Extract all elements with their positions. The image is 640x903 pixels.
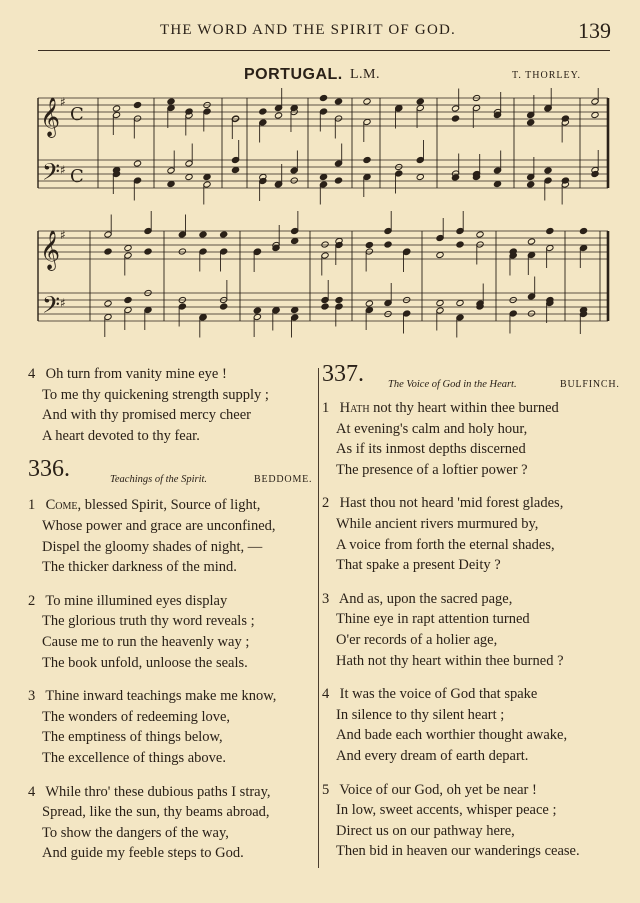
note-head (365, 300, 373, 307)
note-head (291, 306, 299, 313)
bass-clef: 𝄢 (42, 158, 61, 191)
note-head (546, 227, 554, 234)
stanza (28, 782, 318, 864)
note-head (291, 237, 299, 244)
verse-initial: Hath (339, 400, 370, 416)
verse-line: And bade each worthier thought awake, (336, 727, 568, 744)
note-head (416, 98, 424, 105)
note-head (220, 231, 228, 238)
page-number: 139 (578, 18, 611, 43)
stanza (28, 495, 318, 577)
bass-clef: 𝄢 (42, 291, 61, 324)
note-head (527, 181, 535, 188)
verse-line: To mine illumined eyes display (45, 592, 228, 609)
verse-line: Cause me to run the heavenly way ; (42, 633, 250, 650)
verse-line: To me thy quickening strength supply ; (42, 386, 269, 403)
note-head (220, 303, 228, 310)
verse-line: And with thy promised mercy cheer (42, 407, 251, 424)
verse-line: O'er records of a holier age, (336, 631, 498, 648)
verse-line: The presence of a loftier power ? (336, 461, 528, 478)
verse-line: Dispel the gloomy shades of night, — (42, 538, 263, 555)
note-head (203, 173, 211, 180)
stanza-number: 5 (322, 781, 330, 798)
note-head (253, 307, 261, 314)
verse-line: To show the dangers of the way, (42, 824, 229, 841)
note-head (493, 111, 501, 118)
verse-line: Voice of our God, oh yet be near ! (339, 781, 537, 798)
note-head (321, 303, 329, 310)
music-score (0, 88, 640, 358)
note-head (527, 119, 535, 126)
key-signature: ♯ (60, 95, 66, 109)
note-head (363, 98, 371, 105)
verse-line: Direct us on our pathway here, (336, 822, 515, 839)
verse-line: Then bid in heaven our wanderings cease. (336, 843, 580, 860)
verse-line: While ancient rivers murmured by, (336, 515, 539, 532)
stanza (28, 686, 318, 768)
verse-line: Spread, like the sun, thy beams abroad, (42, 804, 270, 821)
hymn-subtitle: Teachings of the Spirit. (110, 474, 208, 486)
note-head (274, 112, 282, 119)
key-signature: ♯ (60, 163, 66, 177)
verse-line: The excellence of things above. (42, 749, 226, 766)
header-rule (38, 50, 610, 51)
treble-clef: 𝄞 (40, 230, 61, 270)
hymn-number: 336. (28, 456, 70, 483)
stanza (322, 398, 618, 480)
note-head (272, 244, 280, 251)
time-signature: C (70, 166, 84, 187)
right-column (322, 361, 620, 875)
verse-line: Whose power and grace are unconfined, (42, 517, 276, 534)
left-column (28, 364, 318, 877)
treble-clef: 𝄞 (40, 97, 61, 137)
verse-line: A heart devoted to thy fear. (42, 427, 200, 444)
stanza-number: 4 (322, 686, 330, 703)
note-head (416, 173, 424, 180)
verse-line: In silence to thy silent heart ; (336, 706, 505, 723)
verse-line: That spake a present Deity ? (336, 557, 501, 574)
running-title: THE WORD AND THE SPIRIT OF GOD. (160, 22, 456, 38)
continued-stanza (28, 364, 318, 446)
note-head (178, 248, 186, 255)
stanza-number: 2 (28, 592, 36, 609)
note-head (436, 251, 444, 258)
verse-line: As if its inmost depths discerned (336, 441, 526, 458)
note-head (144, 248, 152, 255)
note-head (133, 160, 141, 167)
hymn-336-heading (28, 456, 318, 495)
note-head (335, 296, 343, 303)
verse-line: not thy heart within thee burned (369, 400, 559, 416)
stanza (322, 493, 618, 575)
verse-initial: Come, (45, 497, 82, 514)
note-head (104, 300, 112, 307)
verse-line: And guide my feeble steps to God. (42, 845, 244, 862)
note-head (544, 167, 552, 174)
verse-line: Hath not thy heart within thee burned ? (336, 652, 564, 669)
hymn-author: BULFINCH. (560, 379, 620, 390)
note-head (384, 241, 392, 248)
note-head (456, 299, 464, 306)
verse-line: A voice from forth the eternal shades, (336, 536, 555, 553)
stanza-number: 1 (28, 497, 36, 514)
note-head (167, 180, 175, 187)
tune-meter: L.M. (350, 67, 380, 82)
hymn-author: BEDDOME. (254, 474, 313, 486)
stanza-number: 3 (28, 688, 36, 705)
stanza-number: 4 (28, 366, 36, 382)
stanza (322, 589, 618, 671)
note-head (290, 177, 298, 184)
verse-line: It was the voice of God that spake (339, 686, 538, 703)
column-divider (318, 368, 319, 868)
verse-line: The wonders of redeeming love, (42, 708, 231, 725)
note-head (185, 173, 193, 180)
note-head (321, 241, 329, 248)
stanza-number: 1 (322, 400, 330, 416)
note-head (124, 244, 132, 251)
key-signature: ♯ (60, 296, 66, 310)
tune-name: PORTUGAL. (244, 66, 343, 83)
verse-line: And as, upon the sacred page, (338, 590, 513, 607)
verse-line: The glorious truth thy word reveals ; (42, 613, 255, 630)
note-head (456, 241, 464, 248)
verse-line: blessed Spirit, Source of light, (81, 497, 261, 514)
note-head (334, 98, 342, 105)
tune-heading (0, 66, 640, 86)
verse-line: And every dream of earth depart. (336, 747, 529, 764)
tune-composer: T. THORLEY. (512, 70, 582, 81)
note-head (436, 299, 444, 306)
stanza (322, 684, 618, 766)
page-header (0, 14, 640, 50)
note-head (476, 231, 484, 238)
time-signature: C (70, 104, 84, 125)
key-signature: ♯ (60, 228, 66, 242)
note-head (124, 296, 132, 303)
note-head (133, 101, 141, 108)
verse-line: In low, sweet accents, whisper peace ; (336, 802, 557, 819)
hymn-337-heading (322, 361, 620, 398)
note-head (493, 180, 501, 187)
note-head (112, 105, 120, 112)
note-head (591, 111, 599, 118)
note-head (167, 98, 175, 105)
verse-line: Thine eye in rapt attention turned (336, 611, 530, 628)
note-head (259, 108, 267, 115)
stanza-number: 2 (322, 495, 330, 512)
note-head (199, 231, 207, 238)
note-head (365, 241, 373, 248)
note-head (363, 156, 371, 163)
stanza-number: 4 (28, 783, 36, 800)
note-head (231, 166, 239, 173)
hymn-number: 337. (322, 361, 364, 387)
note-head (527, 310, 535, 317)
verse-line: Hast thou not heard 'mid forest glades, (339, 495, 564, 512)
note-head (334, 177, 342, 184)
verse-line: Thine inward teachings make me know, (45, 688, 277, 705)
note-head (451, 115, 459, 122)
note-head (527, 238, 535, 245)
verse-line: While thro' these dubious paths I stray, (45, 783, 271, 800)
note-head (579, 227, 587, 234)
verse-line: The thicker darkness of the mind. (42, 559, 237, 576)
note-head (319, 173, 327, 180)
verse-line: The emptiness of things below, (42, 729, 223, 746)
note-head (104, 248, 112, 255)
hymn-subtitle: The Voice of God in the Heart. (388, 379, 517, 390)
verse-line: At evening's calm and holy hour, (336, 420, 528, 437)
stanza (28, 591, 318, 673)
stanza (322, 780, 618, 862)
note-head (319, 94, 327, 101)
verse-line: Oh turn from vanity mine eye ! (45, 366, 227, 382)
stanza-number: 3 (322, 590, 330, 607)
verse-line: The book unfold, unloose the seals. (42, 654, 248, 671)
